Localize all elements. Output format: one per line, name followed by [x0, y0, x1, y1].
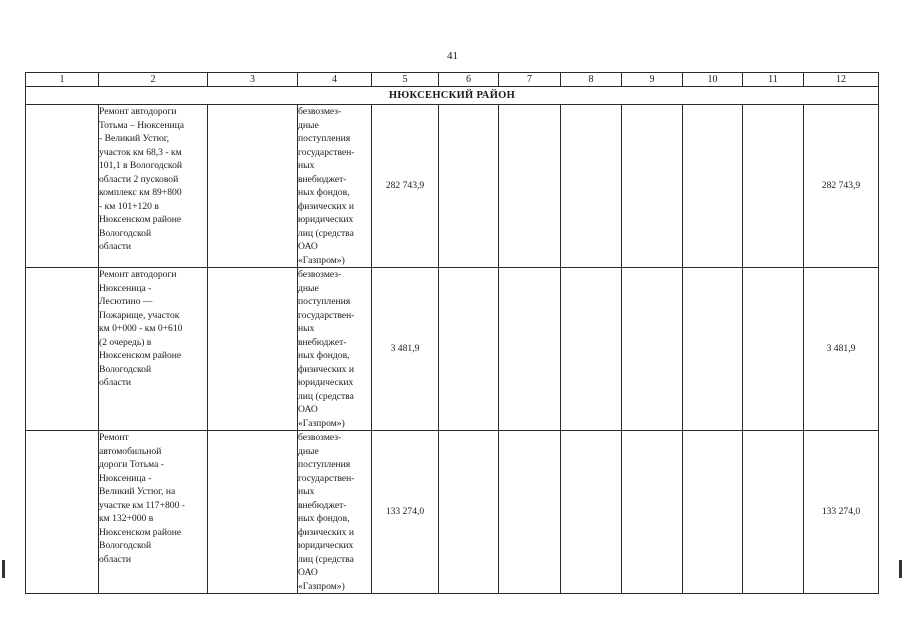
- amount-col12: 3 481,9: [804, 268, 879, 431]
- object-name: Ремонт автомобильной дороги Тотьма - Нюксеница - Великий Устюг, на участке км 117+800 - км 132+000 в Нюксенском районе Вологодской области: [99, 432, 185, 565]
- cell-empty: [499, 105, 561, 268]
- object-name-cell: [99, 431, 208, 594]
- funding-source: безвозмез- дные поступления государствен- ных внебюджет- ных фондов, физических и юридических лиц (средства ОАО «Газпром»): [298, 432, 355, 592]
- column-header: 6: [439, 73, 499, 87]
- region-row: [26, 87, 879, 105]
- funding-source: безвозмез- дные поступления государствен- ных внебюджет- ных фондов, физических и юридических лиц (средства ОАО «Газпром»): [298, 106, 355, 266]
- cell-empty: [743, 268, 804, 431]
- funding-source: безвозмез- дные поступления государствен- ных внебюджет- ных фондов, физических и юридических лиц (средства ОАО «Газпром»): [298, 269, 355, 429]
- table-row: [26, 105, 879, 268]
- cell-empty: [622, 431, 683, 594]
- cell-empty: [622, 105, 683, 268]
- cell-empty: [26, 105, 99, 268]
- cell-empty: [561, 268, 622, 431]
- funding-source-cell: [298, 105, 372, 268]
- object-name: Ремонт автодороги Тотьма – Нюксеница - Великий Устюг, участок км 68,3 - км 101,1 в Вологодской области 2 пусковой комплекс км 89+800 - км 101+120 в Нюксенском районе Вологодской области: [99, 106, 185, 252]
- table-row: [26, 431, 879, 594]
- cell-empty: [499, 268, 561, 431]
- funding-source-cell: [298, 268, 372, 431]
- budget-table: [25, 72, 879, 594]
- scan-edge-mark-right: [899, 560, 902, 578]
- column-header: 9: [622, 73, 683, 87]
- cell-empty: [208, 268, 298, 431]
- column-header: 7: [499, 73, 561, 87]
- cell-empty: [26, 268, 99, 431]
- cell-empty: [683, 105, 743, 268]
- cell-empty: [26, 431, 99, 594]
- cell-empty: [439, 431, 499, 594]
- column-header: 3: [208, 73, 298, 87]
- amount-col5: 282 743,9: [372, 105, 439, 268]
- cell-empty: [439, 105, 499, 268]
- amount-col12: 282 743,9: [804, 105, 879, 268]
- cell-empty: [743, 431, 804, 594]
- column-header: 8: [561, 73, 622, 87]
- cell-empty: [208, 105, 298, 268]
- scan-edge-mark-left: [2, 560, 5, 578]
- table-row: [26, 268, 879, 431]
- cell-empty: [622, 268, 683, 431]
- object-name-cell: [99, 268, 208, 431]
- column-header: 4: [298, 73, 372, 87]
- column-header: 10: [683, 73, 743, 87]
- cell-empty: [439, 268, 499, 431]
- funding-source-cell: [298, 431, 372, 594]
- region-title: НЮКСЕНСКИЙ РАЙОН: [26, 87, 879, 105]
- column-number-row: [26, 73, 879, 87]
- cell-empty: [561, 105, 622, 268]
- column-header: 5: [372, 73, 439, 87]
- page-number: 41: [447, 50, 458, 62]
- cell-empty: [499, 431, 561, 594]
- cell-empty: [208, 431, 298, 594]
- cell-empty: [743, 105, 804, 268]
- amount-col5: 3 481,9: [372, 268, 439, 431]
- object-name: Ремонт автодороги Нюксеница - Лесютино — Пожарище, участок км 0+000 - км 0+610 (2 очередь) в Нюксенском районе Вологодской области: [99, 269, 183, 388]
- amount-col5: 133 274,0: [372, 431, 439, 594]
- cell-empty: [561, 431, 622, 594]
- column-header: 12: [804, 73, 879, 87]
- cell-empty: [683, 431, 743, 594]
- object-name-cell: [99, 105, 208, 268]
- column-header: 11: [743, 73, 804, 87]
- amount-col12: 133 274,0: [804, 431, 879, 594]
- column-header: 2: [99, 73, 208, 87]
- cell-empty: [683, 268, 743, 431]
- column-header: 1: [26, 73, 99, 87]
